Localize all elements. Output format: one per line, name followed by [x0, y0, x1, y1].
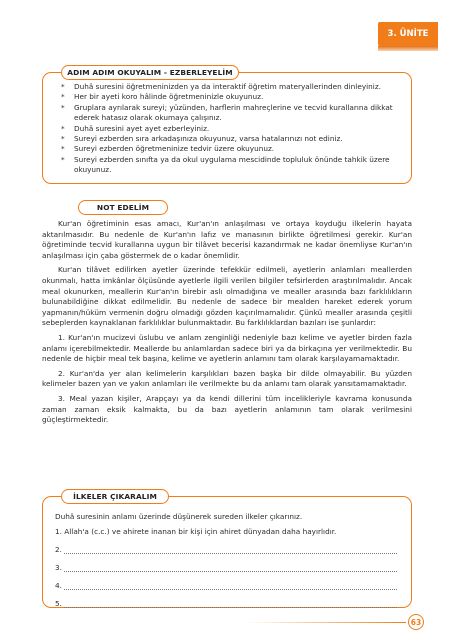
steps-list	[43, 73, 411, 182]
paragraph: 1. Kur'an'ın mucizevi üslubu ve anlam zenginliği nedeniyle bazı kelime ve ayetler birden fazla anlamı içerebilmektedir. Meallerde bu anlamlardan sadece biri ya da birkaçına yer verilmektedir. Bu nedenle de hiçbir meal tek başına, kelime ve ayetlerin anlamını tam olarak karşılayamamaktadır.	[42, 332, 412, 364]
dotted-line	[64, 545, 397, 554]
list-item: 1. Allah'a (c.c.) ve ahirete inanan bir kişi için ahiret dünyadan daha hayırlıdır.	[55, 527, 337, 536]
list-item: * Duhâ suresini öğretmeninizden ya da interaktif öğretim materyallerinden dinleyiniz.	[61, 82, 381, 91]
list-item: * Duhâ suresini ayet ayet ezberleyiniz.	[61, 123, 210, 133]
answer-line[interactable]: 4.	[55, 581, 397, 599]
note-title: NOT EDELİM	[78, 200, 168, 215]
list-item: * Gruplara ayrılarak sureyi; yüzünden, harflerin mahreçlerine ve tecvid kurallarına dikkat ederek hatasız olarak okumaya çalışınız.	[61, 102, 393, 123]
steps-box	[42, 68, 412, 184]
principles-list	[43, 527, 411, 617]
dotted-line	[64, 563, 397, 572]
principles-box-title: İLKELER ÇIKARALIM	[61, 489, 169, 504]
list-item: * Her bir ayeti koro hâlinde öğretmeninizle okuyunuz.	[61, 92, 264, 102]
answer-line[interactable]: 2.	[55, 545, 397, 563]
dotted-line	[64, 581, 397, 590]
note-body	[42, 219, 412, 430]
list-item: * Sureyi ezberden sınıfta ya da okul uygulama mescidinde topluluk önünde tahkik üzere okuyunuz.	[61, 154, 390, 175]
dotted-line	[64, 599, 397, 608]
principles-intro: Duhâ suresinin anlamı üzerinde düşünerek sureden ilkeler çıkarınız.	[55, 512, 303, 521]
page-number: 63	[408, 614, 424, 630]
principles-box	[42, 492, 412, 608]
unit-tab	[378, 22, 438, 46]
paragraph: 2. Kur'an'da yer alan kelimelerin karşılıkları bazen başka bir dilde olmayabilir. Bu yüzden kelimeler bazen yan ve yakın anlamları ile verilmekte bu da anlamı tam olarak yansıtamamaktadır.	[42, 368, 412, 389]
list-item: * Sureyi ezberden öğretmeninize tedvir üzere okuyunuz.	[61, 144, 275, 154]
answer-line[interactable]: 3.	[55, 563, 397, 581]
list-item: * Sureyi ezberden sıra arkadaşınıza okuyunuz, varsa hatalarınızı not ediniz.	[61, 134, 343, 144]
unit-label: 3. ÜNİTE	[387, 29, 429, 39]
page-rule	[246, 622, 406, 623]
paragraph: 3. Meal yazan kişiler, Arapçayı ya da kendi dillerini tüm incelikleriyle kavrama konusunda zaman zaman eksik kalmakta, bu da bazı ayetlerin anlamının tam olarak verilmesini güçleştirmektedir.	[42, 393, 412, 425]
paragraph: Kur'an öğretiminin esas amacı, Kur'an'ın anlaşılması ve ortaya koyduğu ilkelerin hayata aktarılmasıdır. Bu nedenle de Kur'an'ın lafız ve manasının birlikte öğretilmesi gerekir. Kur'an öğretiminde tecvid kurallarına uygun bir tilâvet becerisi kazandırmak ne kadar önemliyse Kur'an'ın anlaşılması için çaba göstermek de o kadar önemlidir.	[42, 219, 412, 260]
paragraph: Kur'an tilâvet edilirken ayetler üzerinde tefekkür edilmeli, ayetlerin anlamları meallerden okunmalı, hatta imkânlar ölçüsünde ayetlerle ilgili verilen bilgiler tefsirlerden araştırılmalıdır. Ancak meal okunurken, meallerin Kur'an'ın birebir aslı olmadığına ve mealler arasında bazı farklılıkların bulunabildiğine dikkat edilmelidir. Bu nedenle de sadece bir mealden hareket ederek yorum yapmanın/hüküm vermenin doğru olmadığı gözden kaçırılmamalıdır. Çünkü mealler arasında çeşitli sebeplerden kaynaklanan farklılıklar bulunmaktadır. Bu farklılıklardan bazıları ise şunlardır:	[42, 265, 412, 328]
steps-box-title: ADIM ADIM OKUYALIM - EZBERLEYELİM	[61, 65, 239, 80]
answer-line[interactable]: 5.	[55, 599, 397, 617]
